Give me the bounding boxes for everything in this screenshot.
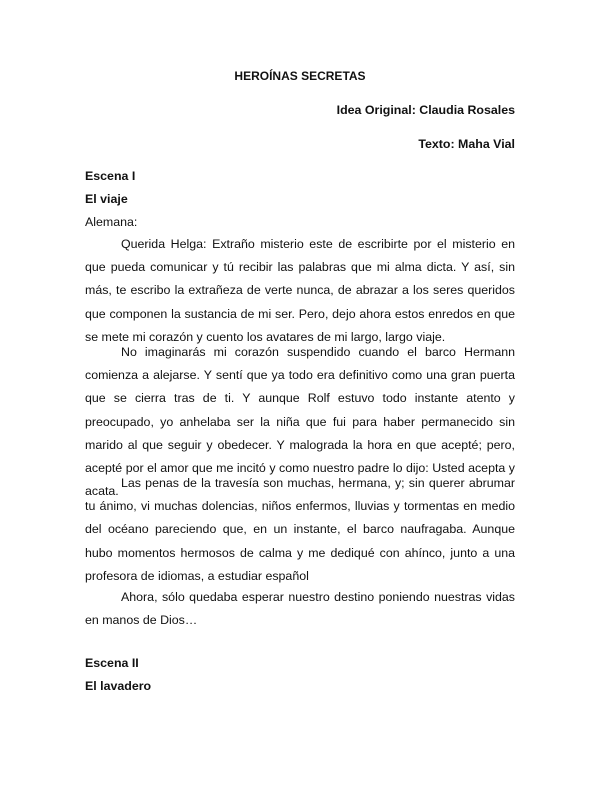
paragraph-2: No imaginarás mi corazón suspendido cuando el barco Hermann comienza a alejarse. Y sentí que ya todo era definitivo como una gran puerta que se cierra tras de ti. Y aunque Rolf estuvo todo instante atento y preocupado, yo anhelaba ser la niña que fui para haber permanecido sin marido al que seguir y obedecer. Y malograda la hora en que acepté; pero, acepté por el amor que me incitó y como nuestro padre lo dijo: Usted acepta y acata. [85, 345, 515, 499]
document-title: HEROÍNAS SECRETAS [234, 69, 366, 83]
paragraph-1: Querida Helga: Extraño misterio este de escribirte por el misterio en que pueda comunicar y tú recibir las palabras que mi alma dicta. Y así, sin más, te escribo la extrañeza de verte nunca, de abrazar a los seres queridos que componen la sustancia de mi ser. Pero, dejo ahora estos enredos en que se mete mi corazón y cuento los avatares de mi largo, largo viaje. [85, 237, 515, 344]
paragraph-3: Las penas de la travesía son muchas, hermana, y; sin querer abrumar tu ánimo, vi muchas dolencias, niños enfermos, lluvias y tormentas en medio del océano pareciendo que, en un instante, el barco naufragaba. Aunque hubo momentos hermosos de calma y me dediqué con ahínco, junto a una profesora de idiomas, a estudiar español [85, 476, 515, 583]
paragraph-4: Ahora, sólo quedaba esperar nuestro destino poniendo nuestras vidas en manos de Dios… [85, 590, 515, 628]
scene2-subheading: El lavadero [85, 679, 152, 693]
credit-idea: Idea Original: Claudia Rosales [336, 103, 515, 117]
speaker-label: Alemana: [85, 215, 138, 229]
scene1-heading: Escena I [85, 169, 136, 183]
scene1-subheading: El viaje [85, 192, 128, 206]
credit-text: Texto: Maha Vial [418, 137, 515, 151]
scene2-heading: Escena II [85, 656, 139, 670]
